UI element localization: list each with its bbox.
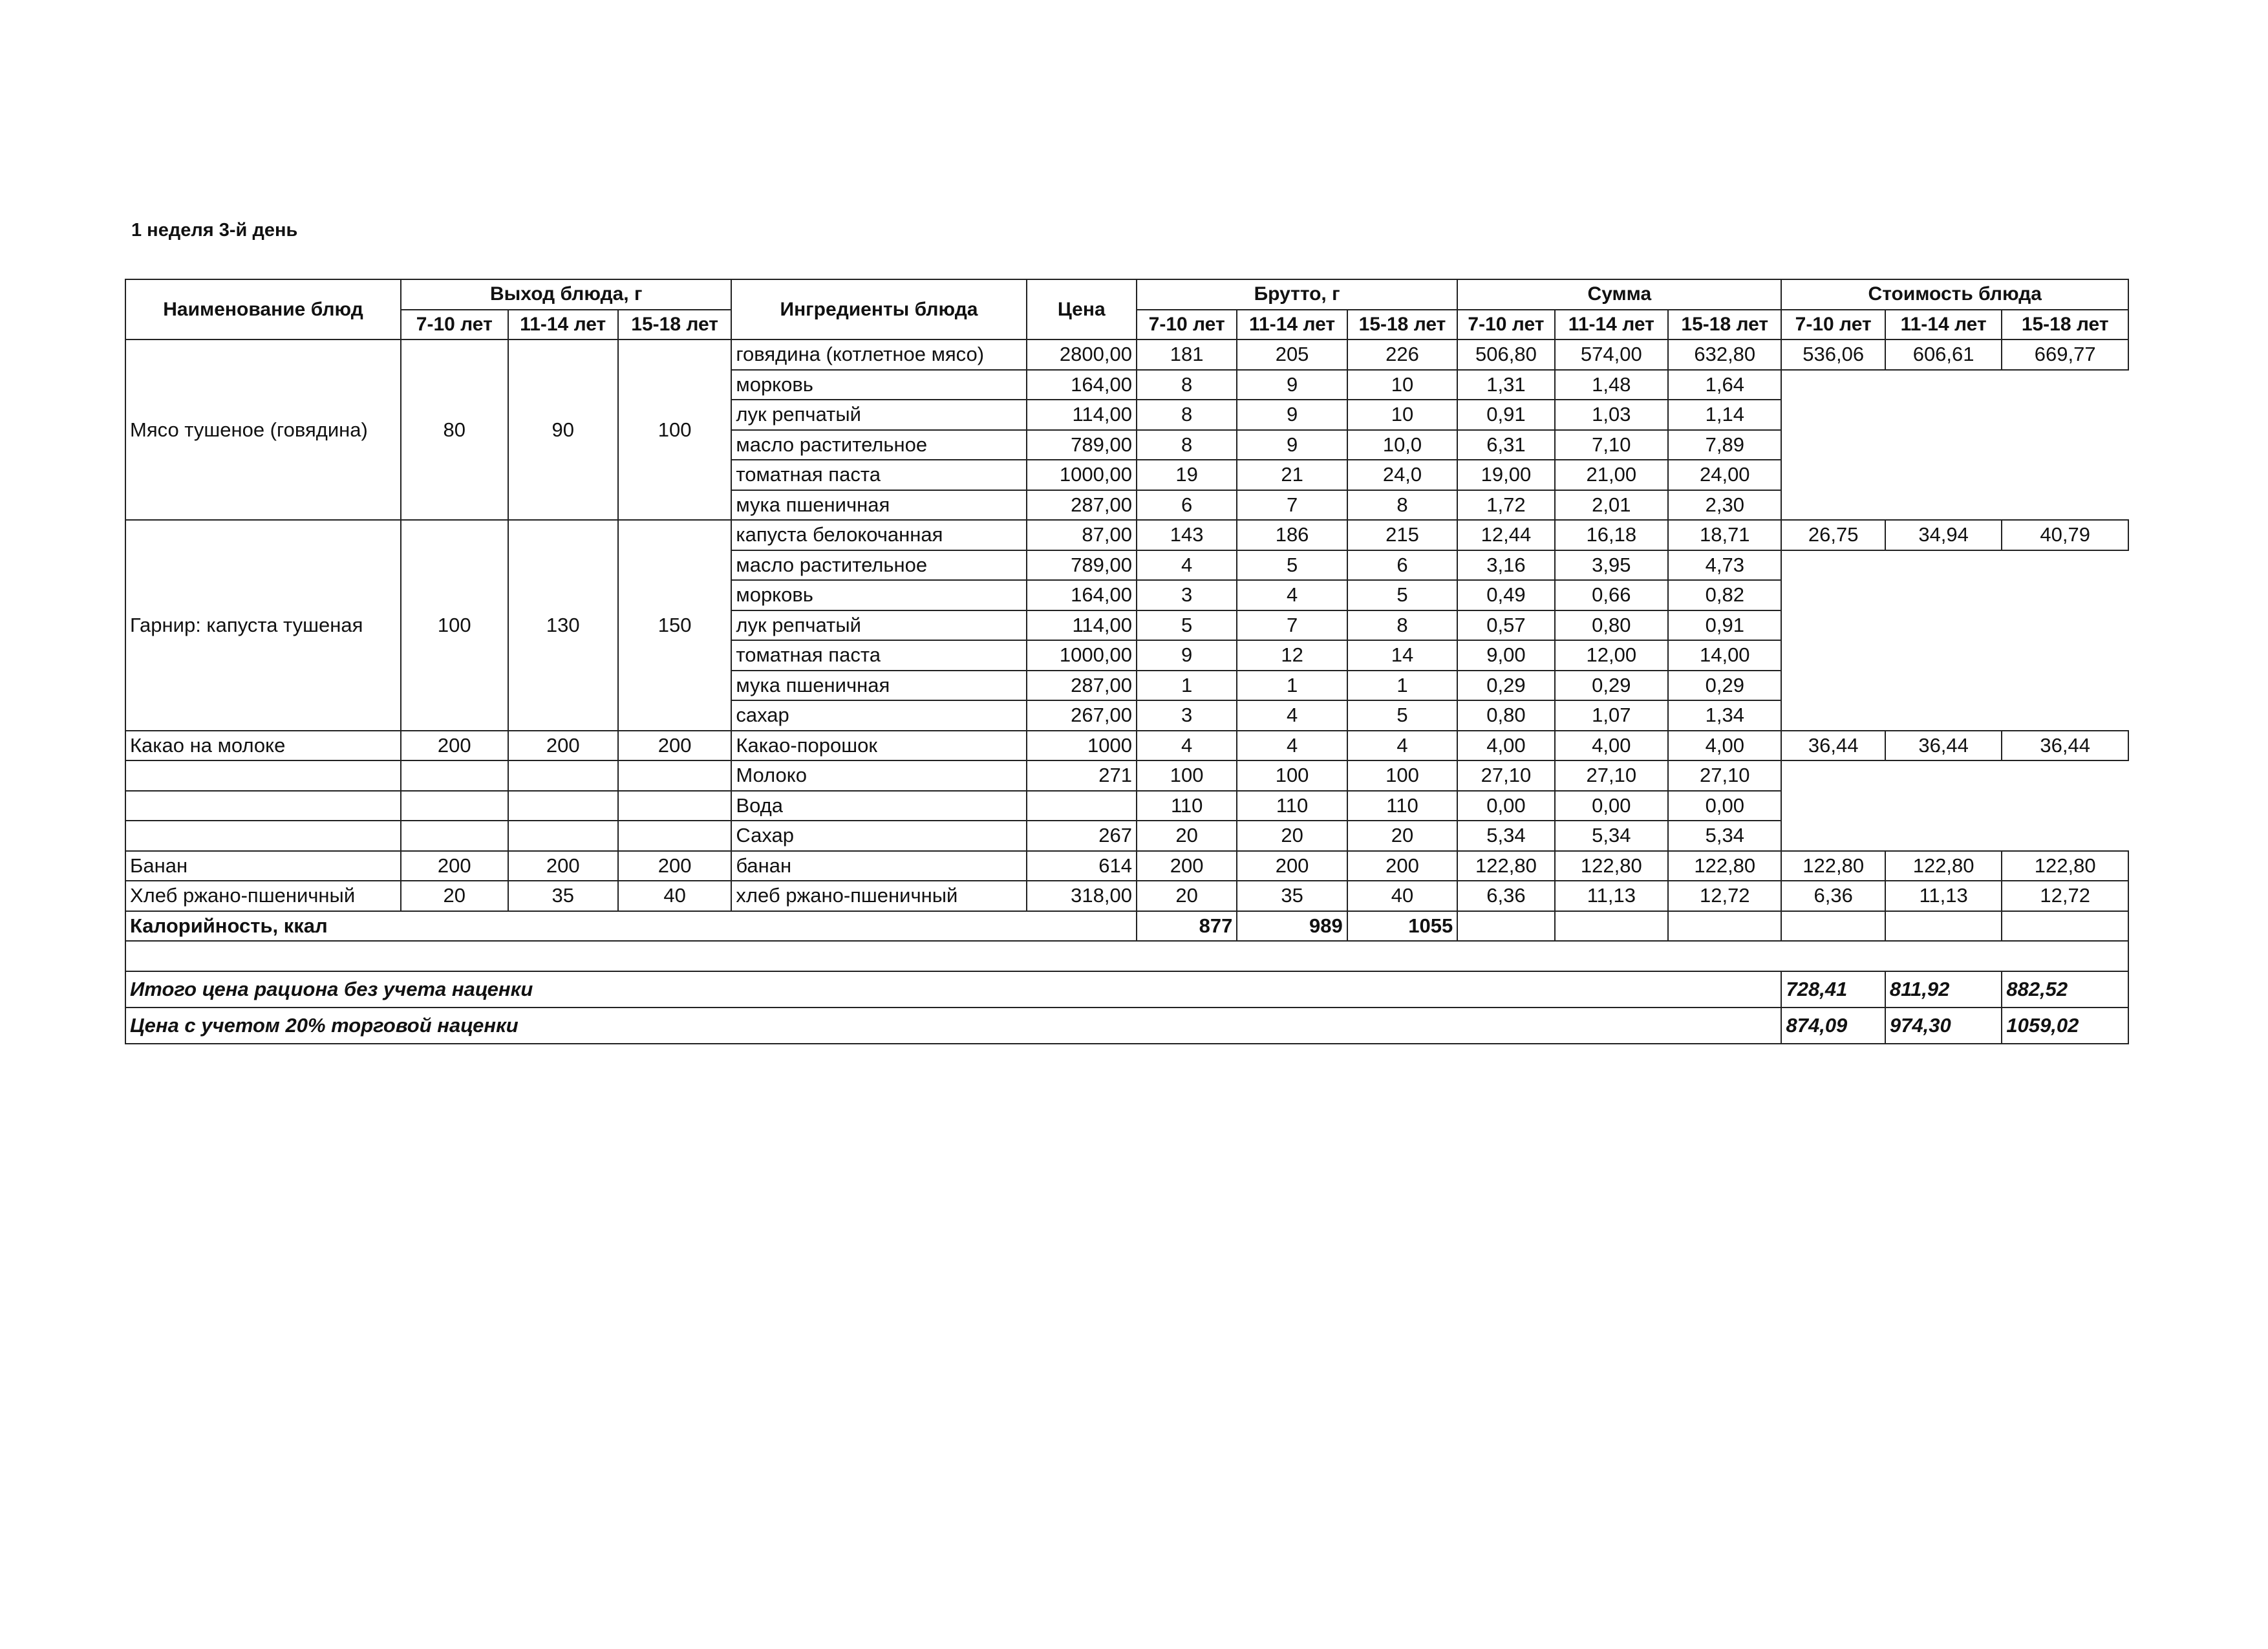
table-row (125, 851, 2128, 881)
gross-11-14: 100 (1237, 760, 1347, 791)
calories-empty (1885, 911, 2002, 942)
header-price: Цена (1027, 279, 1137, 339)
total-15-18: 882,52 (2002, 971, 2128, 1008)
gross-15-18: 4 (1347, 731, 1457, 761)
table-row (125, 520, 2128, 550)
cost-empty (2002, 370, 2128, 521)
gross-15-18: 1 (1347, 671, 1457, 701)
menu-table (125, 279, 2129, 1044)
gross-15-18: 110 (1347, 791, 1457, 821)
total-row (125, 971, 2128, 1008)
gross-7-10: 20 (1137, 821, 1237, 851)
cost-empty (1781, 550, 1885, 731)
gross-15-18: 14 (1347, 640, 1457, 671)
cost-7-10: 6,36 (1781, 881, 1885, 911)
gross-11-14: 186 (1237, 520, 1347, 550)
header-sum-15-18: 15-18 лет (1668, 310, 1781, 340)
sum-11-14: 2,01 (1555, 490, 1668, 521)
dish-name-empty (125, 821, 401, 851)
ingredient-price: 87,00 (1027, 520, 1137, 550)
sum-7-10: 0,80 (1457, 700, 1554, 731)
sum-15-18: 1,34 (1668, 700, 1781, 731)
gross-15-18: 100 (1347, 760, 1457, 791)
ingredient-name: мука пшеничная (731, 671, 1026, 701)
dish-output-empty (401, 821, 508, 851)
gross-7-10: 143 (1137, 520, 1237, 550)
cost-11-14: 34,94 (1885, 520, 2002, 550)
total-label: Цена с учетом 20% торговой наценки (125, 1008, 1781, 1044)
ingredient-name: говядина (котлетное мясо) (731, 339, 1026, 370)
sum-15-18: 12,72 (1668, 881, 1781, 911)
calories-15-18: 1055 (1347, 911, 1457, 942)
gross-15-18: 20 (1347, 821, 1457, 851)
header-output-15-18: 15-18 лет (618, 310, 731, 340)
sum-11-14: 1,03 (1555, 400, 1668, 430)
sum-7-10: 122,80 (1457, 851, 1554, 881)
sum-11-14: 0,29 (1555, 671, 1668, 701)
calories-empty (2002, 911, 2128, 942)
sum-7-10: 5,34 (1457, 821, 1554, 851)
gross-15-18: 10,0 (1347, 430, 1457, 460)
gross-11-14: 200 (1237, 851, 1347, 881)
gross-11-14: 205 (1237, 339, 1347, 370)
calories-11-14: 989 (1237, 911, 1347, 942)
sum-11-14: 5,34 (1555, 821, 1668, 851)
header-cost-11-14: 11-14 лет (1885, 310, 2002, 340)
cost-15-18: 12,72 (2002, 881, 2128, 911)
ingredient-name: банан (731, 851, 1026, 881)
gross-15-18: 10 (1347, 400, 1457, 430)
sum-11-14: 7,10 (1555, 430, 1668, 460)
gross-11-14: 5 (1237, 550, 1347, 581)
sum-7-10: 0,29 (1457, 671, 1554, 701)
sum-15-18: 27,10 (1668, 760, 1781, 791)
cost-7-10: 536,06 (1781, 339, 1885, 370)
calories-row (125, 911, 2128, 942)
dish-output-15-18: 100 (618, 339, 731, 520)
ingredient-name: сахар (731, 700, 1026, 731)
gross-11-14: 110 (1237, 791, 1347, 821)
cost-empty (2002, 550, 2128, 731)
dish-output-15-18: 150 (618, 520, 731, 731)
sum-11-14: 3,95 (1555, 550, 1668, 581)
sum-11-14: 1,07 (1555, 700, 1668, 731)
ingredient-price: 267,00 (1027, 700, 1137, 731)
table-row (125, 760, 2128, 791)
sum-7-10: 0,91 (1457, 400, 1554, 430)
dish-name: Гарнир: капуста тушеная (125, 520, 401, 731)
sum-15-18: 7,89 (1668, 430, 1781, 460)
gross-15-18: 8 (1347, 490, 1457, 521)
ingredient-name: капуста белокочанная (731, 520, 1026, 550)
total-label: Итого цена рациона без учета наценки (125, 971, 1781, 1008)
spacer-cell (125, 941, 2128, 971)
dish-output-7-10: 200 (401, 731, 508, 761)
sum-7-10: 0,57 (1457, 610, 1554, 641)
sum-11-14: 574,00 (1555, 339, 1668, 370)
ingredient-price: 1000,00 (1027, 460, 1137, 490)
sum-11-14: 1,48 (1555, 370, 1668, 400)
sum-7-10: 3,16 (1457, 550, 1554, 581)
ingredient-price: 271 (1027, 760, 1137, 791)
dish-output-11-14: 130 (508, 520, 618, 731)
sum-7-10: 1,31 (1457, 370, 1554, 400)
sum-11-14: 0,66 (1555, 580, 1668, 610)
calories-empty (1555, 911, 1668, 942)
sum-15-18: 0,29 (1668, 671, 1781, 701)
header-ingredients: Ингредиенты блюда (731, 279, 1026, 339)
gross-7-10: 8 (1137, 370, 1237, 400)
sum-15-18: 18,71 (1668, 520, 1781, 550)
spacer-row (125, 941, 2128, 971)
dish-output-7-10: 200 (401, 851, 508, 881)
cost-15-18: 40,79 (2002, 520, 2128, 550)
cost-empty (1781, 760, 1885, 851)
ingredient-price: 287,00 (1027, 671, 1137, 701)
cost-7-10: 122,80 (1781, 851, 1885, 881)
sum-7-10: 12,44 (1457, 520, 1554, 550)
dish-output-11-14: 90 (508, 339, 618, 520)
header-cost: Стоимость блюда (1781, 279, 2128, 310)
table-row (125, 339, 2128, 370)
dish-name-empty (125, 791, 401, 821)
ingredient-price: 318,00 (1027, 881, 1137, 911)
dish-output-empty (618, 760, 731, 791)
dish-output-15-18: 200 (618, 851, 731, 881)
ingredient-name: хлеб ржано-пшеничный (731, 881, 1026, 911)
header-sum-7-10: 7-10 лет (1457, 310, 1554, 340)
sum-11-14: 12,00 (1555, 640, 1668, 671)
calories-empty (1781, 911, 1885, 942)
cost-7-10: 36,44 (1781, 731, 1885, 761)
header-output-7-10: 7-10 лет (401, 310, 508, 340)
gross-7-10: 9 (1137, 640, 1237, 671)
gross-7-10: 4 (1137, 550, 1237, 581)
dish-output-empty (508, 760, 618, 791)
ingredient-name: морковь (731, 580, 1026, 610)
cost-empty (1885, 370, 2002, 521)
ingredient-price: 287,00 (1027, 490, 1137, 521)
cost-11-14: 36,44 (1885, 731, 2002, 761)
cost-15-18: 122,80 (2002, 851, 2128, 881)
gross-7-10: 5 (1137, 610, 1237, 641)
gross-7-10: 110 (1137, 791, 1237, 821)
dish-output-empty (401, 791, 508, 821)
sum-7-10: 19,00 (1457, 460, 1554, 490)
calories-empty (1668, 911, 1781, 942)
dish-name: Какао на молоке (125, 731, 401, 761)
ingredient-price: 267 (1027, 821, 1137, 851)
gross-7-10: 3 (1137, 580, 1237, 610)
sum-11-14: 4,00 (1555, 731, 1668, 761)
cost-empty (1885, 760, 2002, 851)
calories-7-10: 877 (1137, 911, 1237, 942)
sum-11-14: 16,18 (1555, 520, 1668, 550)
calories-empty (1457, 911, 1554, 942)
dish-output-7-10: 20 (401, 881, 508, 911)
dish-output-empty (508, 791, 618, 821)
gross-7-10: 181 (1137, 339, 1237, 370)
calories-label: Калорийность, ккал (125, 911, 1137, 942)
sum-15-18: 0,91 (1668, 610, 1781, 641)
ingredient-price: 614 (1027, 851, 1137, 881)
header-gross-15-18: 15-18 лет (1347, 310, 1457, 340)
dish-output-empty (618, 821, 731, 851)
gross-15-18: 40 (1347, 881, 1457, 911)
sum-7-10: 1,72 (1457, 490, 1554, 521)
gross-11-14: 1 (1237, 671, 1347, 701)
ingredient-price: 789,00 (1027, 430, 1137, 460)
gross-7-10: 8 (1137, 430, 1237, 460)
table-row (125, 881, 2128, 911)
header-sum-11-14: 11-14 лет (1555, 310, 1668, 340)
gross-15-18: 6 (1347, 550, 1457, 581)
header-gross: Брутто, г (1137, 279, 1457, 310)
sum-15-18: 14,00 (1668, 640, 1781, 671)
gross-11-14: 21 (1237, 460, 1347, 490)
sum-15-18: 0,82 (1668, 580, 1781, 610)
sum-15-18: 4,73 (1668, 550, 1781, 581)
header-gross-11-14: 11-14 лет (1237, 310, 1347, 340)
gross-7-10: 100 (1137, 760, 1237, 791)
gross-7-10: 8 (1137, 400, 1237, 430)
ingredient-name: лук репчатый (731, 400, 1026, 430)
sum-15-18: 122,80 (1668, 851, 1781, 881)
dish-name: Хлеб ржано-пшеничный (125, 881, 401, 911)
header-gross-7-10: 7-10 лет (1137, 310, 1237, 340)
ingredient-price: 2800,00 (1027, 339, 1137, 370)
sum-7-10: 4,00 (1457, 731, 1554, 761)
sum-15-18: 632,80 (1668, 339, 1781, 370)
gross-11-14: 9 (1237, 430, 1347, 460)
ingredient-price (1027, 791, 1137, 821)
ingredient-name: Вода (731, 791, 1026, 821)
ingredient-name: масло растительное (731, 430, 1026, 460)
cost-11-14: 606,61 (1885, 339, 2002, 370)
gross-7-10: 20 (1137, 881, 1237, 911)
total-11-14: 811,92 (1885, 971, 2002, 1008)
table-row (125, 731, 2128, 761)
dish-name: Мясо тушеное (говядина) (125, 339, 401, 520)
gross-15-18: 5 (1347, 700, 1457, 731)
sum-15-18: 5,34 (1668, 821, 1781, 851)
header-output-11-14: 11-14 лет (508, 310, 618, 340)
ingredient-price: 114,00 (1027, 400, 1137, 430)
header-dish-name: Наименование блюд (125, 279, 401, 339)
sum-7-10: 9,00 (1457, 640, 1554, 671)
dish-output-7-10: 80 (401, 339, 508, 520)
ingredient-price: 789,00 (1027, 550, 1137, 581)
menu-body (125, 339, 2128, 1044)
gross-7-10: 3 (1137, 700, 1237, 731)
gross-11-14: 4 (1237, 731, 1347, 761)
sum-11-14: 11,13 (1555, 881, 1668, 911)
ingredient-price: 1000 (1027, 731, 1137, 761)
sum-11-14: 27,10 (1555, 760, 1668, 791)
gross-15-18: 8 (1347, 610, 1457, 641)
gross-11-14: 9 (1237, 400, 1347, 430)
dish-output-11-14: 200 (508, 731, 618, 761)
gross-15-18: 226 (1347, 339, 1457, 370)
gross-11-14: 7 (1237, 610, 1347, 641)
ingredient-price: 1000,00 (1027, 640, 1137, 671)
ingredient-name: масло растительное (731, 550, 1026, 581)
gross-7-10: 1 (1137, 671, 1237, 701)
header-cost-15-18: 15-18 лет (2002, 310, 2128, 340)
sum-7-10: 6,31 (1457, 430, 1554, 460)
dish-output-15-18: 200 (618, 731, 731, 761)
cost-11-14: 11,13 (1885, 881, 2002, 911)
sum-7-10: 506,80 (1457, 339, 1554, 370)
ingredient-name: Сахар (731, 821, 1026, 851)
ingredient-price: 164,00 (1027, 580, 1137, 610)
cost-empty (1885, 550, 2002, 731)
ingredient-name: Какао-порошок (731, 731, 1026, 761)
dish-output-empty (401, 760, 508, 791)
total-15-18: 1059,02 (2002, 1008, 2128, 1044)
gross-7-10: 4 (1137, 731, 1237, 761)
sum-7-10: 0,49 (1457, 580, 1554, 610)
ingredient-name: морковь (731, 370, 1026, 400)
gross-15-18: 5 (1347, 580, 1457, 610)
dish-name-empty (125, 760, 401, 791)
sum-7-10: 0,00 (1457, 791, 1554, 821)
sum-11-14: 21,00 (1555, 460, 1668, 490)
cost-15-18: 669,77 (2002, 339, 2128, 370)
cost-7-10: 26,75 (1781, 520, 1885, 550)
gross-15-18: 10 (1347, 370, 1457, 400)
cost-11-14: 122,80 (1885, 851, 2002, 881)
gross-7-10: 19 (1137, 460, 1237, 490)
header-sum: Сумма (1457, 279, 1781, 310)
dish-output-15-18: 40 (618, 881, 731, 911)
total-11-14: 974,30 (1885, 1008, 2002, 1044)
gross-11-14: 20 (1237, 821, 1347, 851)
sum-15-18: 24,00 (1668, 460, 1781, 490)
dish-output-empty (508, 821, 618, 851)
sum-11-14: 122,80 (1555, 851, 1668, 881)
gross-11-14: 4 (1237, 700, 1347, 731)
sum-15-18: 2,30 (1668, 490, 1781, 521)
header-cost-7-10: 7-10 лет (1781, 310, 1885, 340)
total-7-10: 874,09 (1781, 1008, 1885, 1044)
sum-11-14: 0,80 (1555, 610, 1668, 641)
sum-7-10: 27,10 (1457, 760, 1554, 791)
total-7-10: 728,41 (1781, 971, 1885, 1008)
sum-15-18: 1,14 (1668, 400, 1781, 430)
gross-11-14: 4 (1237, 580, 1347, 610)
gross-11-14: 12 (1237, 640, 1347, 671)
ingredient-name: мука пшеничная (731, 490, 1026, 521)
sum-7-10: 6,36 (1457, 881, 1554, 911)
gross-15-18: 24,0 (1347, 460, 1457, 490)
ingredient-price: 164,00 (1027, 370, 1137, 400)
header-output: Выход блюда, г (401, 279, 731, 310)
cost-empty (2002, 760, 2128, 851)
gross-7-10: 200 (1137, 851, 1237, 881)
gross-11-14: 35 (1237, 881, 1347, 911)
sum-15-18: 1,64 (1668, 370, 1781, 400)
dish-output-11-14: 200 (508, 851, 618, 881)
total-row (125, 1008, 2128, 1044)
sum-15-18: 4,00 (1668, 731, 1781, 761)
gross-7-10: 6 (1137, 490, 1237, 521)
dish-output-11-14: 35 (508, 881, 618, 911)
gross-15-18: 200 (1347, 851, 1457, 881)
ingredient-name: томатная паста (731, 460, 1026, 490)
gross-11-14: 9 (1237, 370, 1347, 400)
dish-name: Банан (125, 851, 401, 881)
sum-15-18: 0,00 (1668, 791, 1781, 821)
dish-output-7-10: 100 (401, 520, 508, 731)
gross-15-18: 215 (1347, 520, 1457, 550)
ingredient-price: 114,00 (1027, 610, 1137, 641)
dish-output-empty (618, 791, 731, 821)
ingredient-name: Молоко (731, 760, 1026, 791)
ingredient-name: томатная паста (731, 640, 1026, 671)
cost-empty (1781, 370, 1885, 521)
document-title: 1 неделя 3-й день (131, 220, 298, 241)
cost-15-18: 36,44 (2002, 731, 2128, 761)
ingredient-name: лук репчатый (731, 610, 1026, 641)
gross-11-14: 7 (1237, 490, 1347, 521)
sum-11-14: 0,00 (1555, 791, 1668, 821)
header-row-1 (125, 279, 2128, 310)
